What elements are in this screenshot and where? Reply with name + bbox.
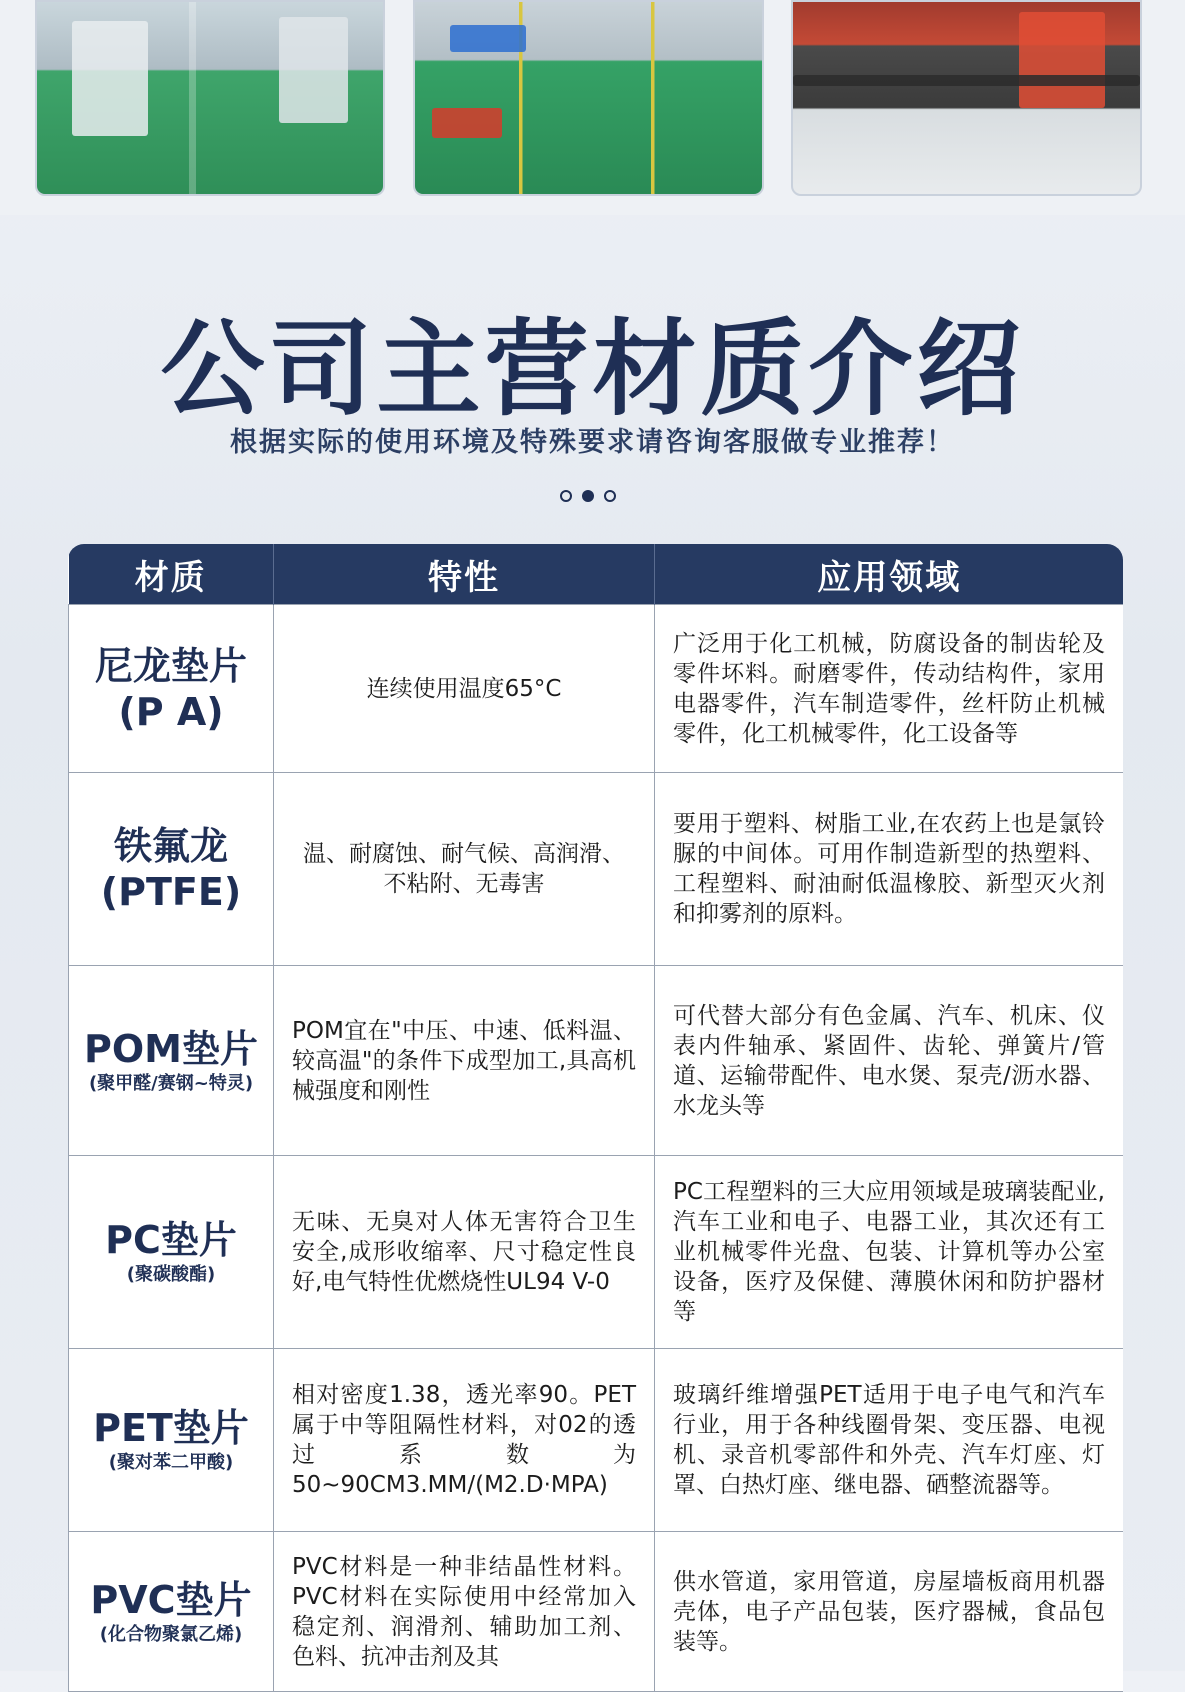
material-cell [69, 605, 274, 773]
material-subtitle: (聚对苯二甲酸) [108, 1452, 234, 1473]
feature-cell: POM宜在"中压、中速、低料温、较高温"的条件下成型加工,具高机械强度和刚性 [274, 966, 655, 1156]
table-header-row [69, 544, 1124, 605]
header-application: 应用领域 [655, 544, 1124, 605]
material-name: PVC垫片 [90, 1577, 252, 1622]
material-name: PET垫片 [93, 1406, 249, 1450]
factory-photo-machines [35, 0, 385, 196]
photo-detail [1019, 12, 1106, 108]
material-code: (PTFE) [100, 870, 242, 914]
application-cell: 玻璃纤维增强PET适用于电子电气和汽车行业，用于各种线圈骨架、变压器、电视机、录音机零部件和外壳、汽车灯座、灯罩、白热灯座、继电器、硒整流器等。 [655, 1349, 1124, 1532]
material-cell [69, 1156, 274, 1349]
photo-detail [279, 17, 348, 123]
material-code: (P A) [118, 689, 224, 734]
material-cell [69, 1532, 274, 1692]
factory-photo-workshop [413, 0, 764, 196]
material-name: PC垫片 [105, 1218, 237, 1262]
table-row [69, 1349, 1124, 1532]
table-row [69, 773, 1124, 966]
application-cell: 要用于塑料、树脂工业,在农药上也是氯铃脲的中间体。可用作制造新型的热塑料、工程塑料、耐油耐低温橡胶、新型灭火剂和抑雾剂的原料。 [655, 773, 1124, 966]
table-row [69, 966, 1124, 1156]
dot-icon [560, 490, 572, 502]
photo-detail [450, 25, 526, 52]
material-subtitle: (化合物聚氯乙烯) [99, 1623, 243, 1645]
factory-photo-cutting-machine [791, 0, 1142, 196]
application-cell: 可代替大部分有色金属、汽车、机床、仪表内件轴承、紧固件、齿轮、弹簧片/管道、运输带配件、电水煲、泵壳/沥水器、水龙头等 [655, 966, 1124, 1156]
dot-icon [582, 490, 594, 502]
feature-cell: PVC材料是一种非结晶性材料。 PVC材料在实际使用中经常加入稳定剂、润滑剂、辅助加工剂、色料、抗冲击剂及其 [274, 1532, 655, 1692]
feature-cell: 相对密度1.38，透光率90。PET属于中等阻隔性材料，对02的透过系数为50~90CM3.MM/(M2.D·MPA) [274, 1349, 655, 1532]
material-name: 尼龙垫片 [94, 643, 247, 688]
application-cell: 广泛用于化工机械，防腐设备的制齿轮及零件坏料。耐磨零件，传动结构件，家用电器零件，汽车制造零件，丝杆防止机械零件，化工机械零件，化工设备等 [655, 605, 1124, 773]
decorative-dots [560, 490, 616, 502]
table-row [69, 1532, 1124, 1692]
dot-icon [604, 490, 616, 502]
factory-photo-strip [0, 0, 1185, 215]
page-title: 公司主营材质介绍 [160, 308, 1025, 430]
header-material: 材质 [69, 544, 274, 605]
material-cell [69, 1349, 274, 1532]
table-row [69, 1156, 1124, 1349]
material-subtitle: (聚甲醛/赛钢~特灵) [88, 1072, 254, 1094]
table-row [69, 605, 1124, 773]
material-subtitle: (聚碳酸酯) [126, 1264, 216, 1285]
feature-cell: 连续使用温度65°C [274, 605, 655, 773]
material-name: POM垫片 [84, 1026, 258, 1071]
photo-detail [793, 75, 1140, 87]
application-cell: 供水管道，家用管道，房屋墙板商用机器壳体，电子产品包装，医疗器械，食品包装等。 [655, 1532, 1124, 1692]
page-subtitle: 根据实际的使用环境及特殊要求请咨询客服做专业推荐！ [230, 427, 955, 458]
material-name: 铁氟龙 [113, 824, 228, 868]
photo-detail [432, 108, 501, 139]
materials-table [68, 544, 1123, 1692]
header-feature: 特性 [274, 544, 655, 605]
material-cell [69, 966, 274, 1156]
feature-cell: 无味、无臭对人体无害符合卫生安全,成形收缩率、尺寸稳定性良好,电气特性优燃烧性UL94 V-0 [274, 1156, 655, 1349]
material-cell [69, 773, 274, 966]
feature-cell: 温、耐腐蚀、耐气候、高润滑、不粘附、无毒害 [274, 773, 655, 966]
application-cell: PC工程塑料的三大应用领域是玻璃装配业,汽车工业和电子、电器工业，其次还有工业机械零件光盘、包装、计算机等办公室设备，医疗及保健、薄膜休闲和防护器材等 [655, 1156, 1124, 1349]
photo-detail [72, 21, 148, 136]
